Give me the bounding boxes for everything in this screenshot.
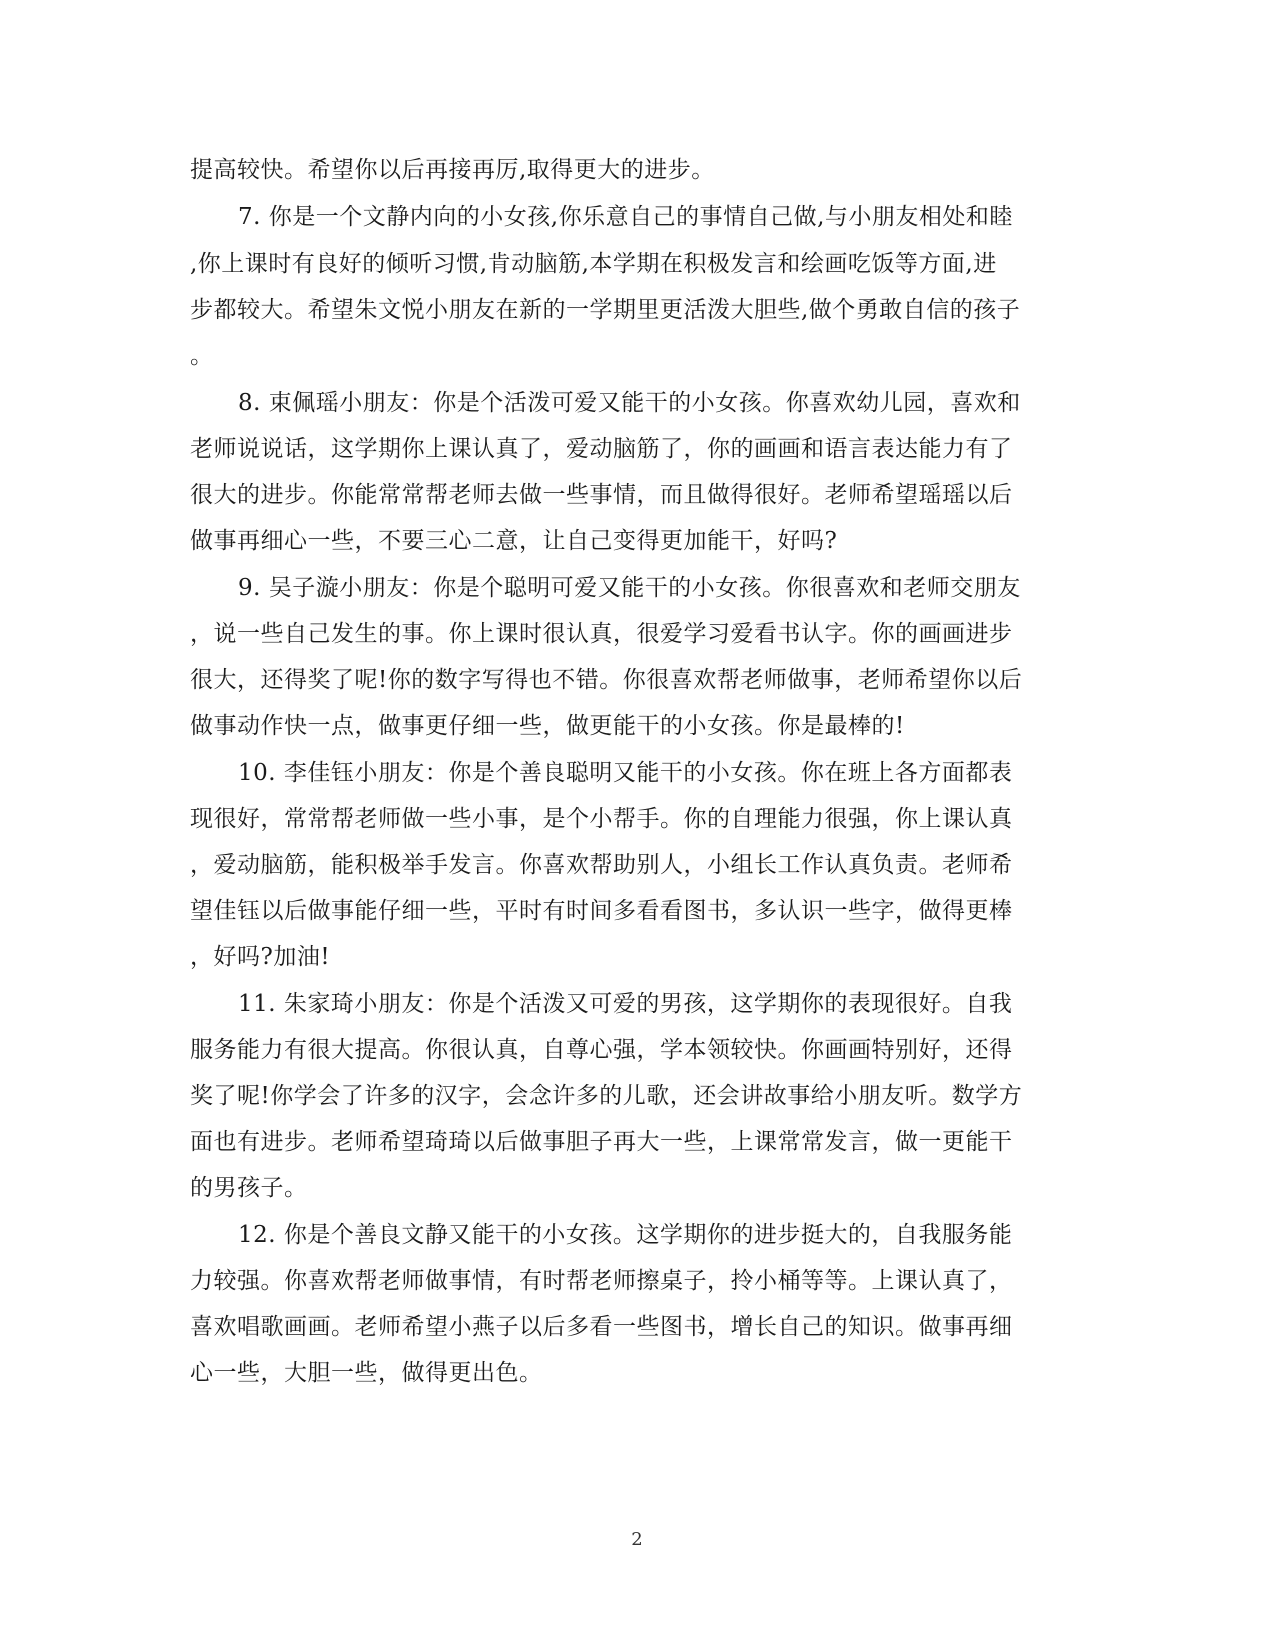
text-line: ，爱动脑筋，能积极举手发言。你喜欢帮助别人，小组长工作认真负责。老师希	[190, 852, 1013, 878]
text-line: 面也有进步。老师希望琦琦以后做事胆子再大一些，上课常常发言，做一更能干	[190, 1129, 1013, 1155]
text-line: 步都较大。希望朱文悦小朋友在新的一学期里更活泼大胆些,做个勇敢自信的孩子	[190, 297, 1021, 323]
paragraph-8-line: 8. 束佩瑶小朋友：你是个活泼可爱又能干的小女孩。你喜欢幼儿园，喜欢和	[238, 390, 1021, 416]
text-line: 力较强。你喜欢帮老师做事情，有时帮老师擦桌子，拎小桶等等。上课认真了，	[190, 1268, 1013, 1294]
paragraph-9-line: 9. 吴子漩小朋友：你是个聪明可爱又能干的小女孩。你很喜欢和老师交朋友	[238, 575, 1021, 601]
text-line: 现很好，常常帮老师做一些小事，是个小帮手。你的自理能力很强，你上课认真	[190, 806, 1013, 832]
text-line: 很大，还得奖了呢!你的数字写得也不错。你很喜欢帮老师做事，老师希望你以后	[190, 667, 1023, 693]
text-line: 提高较快。希望你以后再接再厉,取得更大的进步。	[190, 157, 715, 183]
text-line: ，好吗?加油!	[190, 944, 331, 970]
text-line: 心一些，大胆一些，做得更出色。	[190, 1360, 543, 1386]
text-line: 服务能力有很大提高。你很认真，自尊心强，学本领较快。你画画特别好，还得	[190, 1037, 1013, 1063]
text-line: 老师说说话，这学期你上课认真了，爱动脑筋了，你的画画和语言表达能力有了	[190, 436, 1013, 462]
paragraph-11-line: 11. 朱家琦小朋友：你是个活泼又可爱的男孩，这学期你的表现很好。自我	[238, 991, 1013, 1017]
text-line: 。	[190, 343, 214, 369]
text-line: 做事再细心一些，不要三心二意，让自己变得更加能干，好吗?	[190, 528, 838, 554]
paragraph-12-line: 12. 你是个善良文静又能干的小女孩。这学期你的进步挺大的，自我服务能	[238, 1222, 1013, 1248]
text-line: 很大的进步。你能常常帮老师去做一些事情，而且做得很好。老师希望瑶瑶以后	[190, 482, 1013, 508]
paragraph-7-line: 7. 你是一个文静内向的小女孩,你乐意自己的事情自己做,与小朋友相处和睦	[238, 204, 1013, 230]
page-number: 2	[631, 1529, 643, 1550]
paragraph-10-line: 10. 李佳钰小朋友：你是个善良聪明又能干的小女孩。你在班上各方面都表	[238, 760, 1013, 786]
text-line: 做事动作快一点，做事更仔细一些，做更能干的小女孩。你是最棒的!	[190, 713, 905, 739]
text-line: 奖了呢!你学会了许多的汉字，会念许多的儿歌，还会讲故事给小朋友听。数学方	[190, 1083, 1023, 1109]
text-line: 的男孩子。	[190, 1175, 308, 1201]
text-line: 喜欢唱歌画画。老师希望小燕子以后多看一些图书，增长自己的知识。做事再细	[190, 1314, 1013, 1340]
text-line: ，说一些自己发生的事。你上课时很认真，很爱学习爱看书认字。你的画画进步	[190, 621, 1013, 647]
text-line: 望佳钰以后做事能仔细一些，平时有时间多看看图书，多认识一些字，做得更棒	[190, 898, 1013, 924]
text-line: ,你上课时有良好的倾听习惯,肯动脑筋,本学期在积极发言和绘画吃饭等方面,进	[190, 251, 997, 277]
